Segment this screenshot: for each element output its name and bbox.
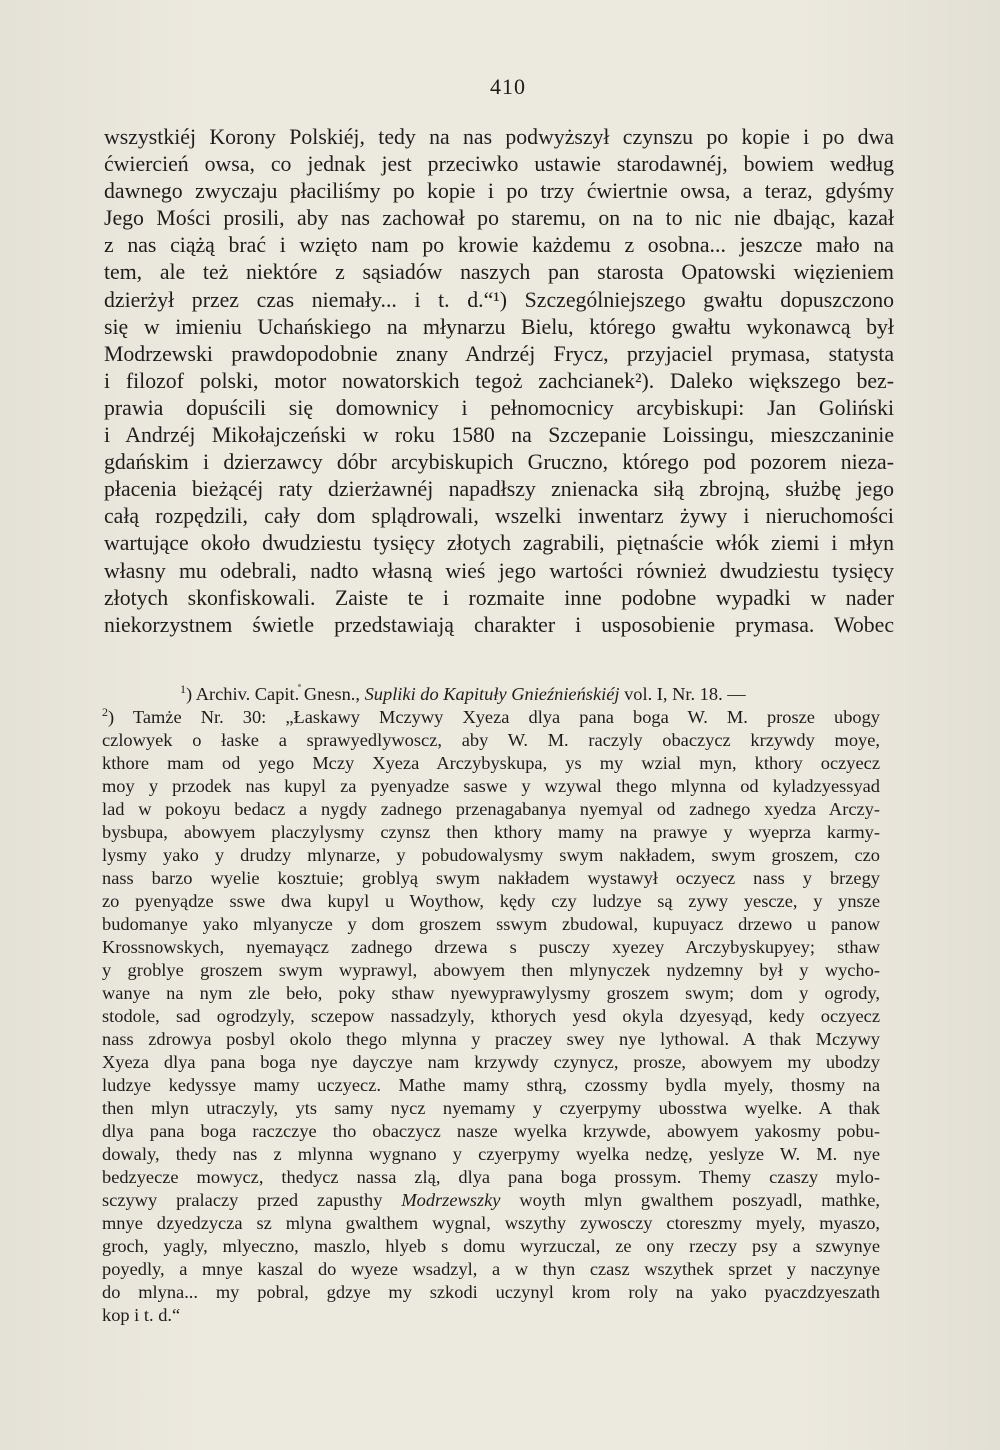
text-line: tem, ale też niektóre z sąsiadów naszych pan starosta Opatowski więzieniem bbox=[104, 260, 894, 285]
text-line: Jego Mości prosili, aby nas zachował po staremu, on na to nic nie dbając, kazał bbox=[104, 206, 894, 231]
footnote-line: bysbupa, abowyem placzylysmy czynsz then kthory mamy na prawye y wyeprza karmy- bbox=[102, 822, 880, 842]
text-line: ćwiercień owsa, co jednak jest przeciwko ustawie starodawnéj, bowiem według bbox=[104, 152, 894, 177]
footnote-line: dowaly, thedy nas z mlynna wygnano y czyerpymy wyelka nedzę, yeslyze W. M. nye bbox=[102, 1144, 880, 1164]
text-line: całą rozpędzili, cały dom splądrowali, wszelki inwentarz żywy i nieruchomości bbox=[104, 504, 894, 529]
footnote-title: Supliki do Kapituły Gnieźnieńskiéj bbox=[364, 684, 620, 704]
footnotes bbox=[102, 683, 880, 1327]
footnote-line: bedzyecze mowycz, thedycz nassa zlą, dlya pana boga prossym. Themy czaszy mylo- bbox=[102, 1167, 880, 1187]
footnote-text: vol. I, Nr. 18. — bbox=[619, 684, 746, 704]
footnote-text: woyth mlyn gwalthem poszyadl, mathke, bbox=[500, 1190, 880, 1210]
footnote-line: nass zdrowya posbyl okolo thego mlynna y praczey swey nye lythowal. A thak Mczywy bbox=[102, 1029, 880, 1049]
text-line: z nas ciążą brać i wzięto nam po krowie każdemu z osobna... jeszcze mało na bbox=[104, 233, 894, 258]
text-line: złotych skonfiskowali. Zaiste te i rozmaite inne podobne wypadki w nader bbox=[104, 585, 894, 610]
text-line: własny mu odebrali, nadto własną wieś jego wartości również dwudziestu tysięcy bbox=[104, 558, 894, 583]
text-line: niekorzystnem świetle przedstawiają charakter i usposobienie prymasa. Wobec bbox=[104, 612, 894, 637]
footnote-line: wanye na nym zle beło, poky sthaw nyewyprawylysmy groszem swym; dom y ogrody, bbox=[102, 983, 880, 1003]
main-text bbox=[104, 124, 894, 639]
footnote-line: kop i t. d.“ bbox=[102, 1305, 181, 1325]
footnote-line: poyedly, a mnye kaszal do wyeze wsadzyl, a w thyn czasz wszythek sprzet y naczynye bbox=[102, 1259, 880, 1279]
footnote-line: then mlyn utraczyly, yts samy nycz nyemamy y czyerpymy ubosstwa wyelke. A thak bbox=[102, 1098, 880, 1118]
footnote-line: groch, yagly, mlyeczno, maszlo, hlyeb s domu wyrzuczal, ze ony rzeczy psy a szwynye bbox=[102, 1236, 880, 1256]
text-line: Modrzewski prawdopodobnie znany Andrzéj Frycz, przyjaciel prymasa, statysta bbox=[104, 341, 894, 366]
footnote-line: kthore mam od yego Mczy Xyeza Arczybyskupa, ys my wzial myn, kthory oczyecz bbox=[102, 753, 880, 773]
footnote-line: czlowyek o łaske a sprawyedlywoscz, aby W. M. raczyly obaczycz krzywdy moye, bbox=[102, 730, 880, 750]
footnote-marker: 1 bbox=[180, 682, 186, 696]
footnote-marker: 2 bbox=[102, 705, 108, 719]
text-line: i filozof polski, motor nowatorskich tegoż zachcianek²). Daleko większego bez- bbox=[104, 368, 894, 393]
footnote-text: ) Tamże Nr. 30: „Łaskawy Mczywy Xyeza dlya pana boga W. M. prosze ubogy bbox=[108, 707, 880, 727]
footnote-line: lysmy yako y drudzy mlynarze, y pobudowalysmy swym nakładem, swym groszem, czo bbox=[102, 845, 880, 865]
footnote-line: Xyeza dlya pana boga nye dayczye nam krzywdy czynycz, prosze, abowyem my ubodzy bbox=[102, 1052, 880, 1072]
footnote-line: mnye dzyedzycza sz mlyna gwalthem wygnal, wszythy zywosczy ctoreszmy myely, myaszo, bbox=[102, 1213, 880, 1233]
footnote-2 bbox=[102, 706, 880, 1327]
text-line: gdańskim i dzierzawcy dóbr arcybiskupich Gruczno, którego pod pozorem nieza- bbox=[104, 450, 894, 475]
footnote-line bbox=[102, 706, 880, 729]
text-line: prawia dopuścili się domownicy i pełnomocnicy arcybiskupi: Jan Goliński bbox=[104, 395, 894, 420]
page-number: 410 bbox=[490, 74, 526, 99]
footnote-text: ) Archiv. Capit. Gnesn., bbox=[186, 684, 365, 704]
footnote-line: y groblye groszem swym wyprawyl, abowyem then mlynyczek nydzemny był y wycho- bbox=[102, 960, 880, 980]
footnote-line: stodole, sad ogrodzyly, sczepow nassadzyly, kthorych yesd okyla dzyesyąd, kedy oczyecz bbox=[102, 1006, 880, 1026]
text-line: wszystkiéj Korony Polskiéj, tedy na nas podwyższył czynszu po kopie i po dwa bbox=[104, 125, 894, 149]
text-line: i Andrzéj Mikołajczeński w roku 1580 na Szczepanie Loissingu, mieszczaninie bbox=[104, 423, 894, 448]
footnote-line: moy y przodek nas kupyl za pyenyadze saswe y wzywal thego mlynna od kyladzyessyad bbox=[102, 776, 880, 796]
footnote-line: ludzye kedyssye mamy uczyecz. Mathe mamy sthrą, czossmy bydla myely, thosmy na bbox=[102, 1075, 880, 1095]
footnote-line: zo pyenyądze sswe dwa kupyl u Woythow, kędy czy ludzye są zywy yescze, y ynsze bbox=[102, 891, 880, 911]
footnote-name: Modrzewszky bbox=[401, 1190, 501, 1210]
footnote-text: sczywy pralaczy przed zapusthy bbox=[102, 1190, 402, 1210]
footnote-line: lad w pokoyu bedacz a nygdy zadnego przenagabanya nyemyal od zadnego xyedza Arczy- bbox=[102, 799, 880, 819]
footnote-line: dlya pana boga raczczye tho obaczycz nasze wyelka krzywde, abowyem yakosmy pobu- bbox=[102, 1121, 880, 1141]
text-line: dawnego zwyczaju płaciliśmy po kopie i po trzy ćwiertnie owsa, a teraz, gdyśmy bbox=[104, 179, 894, 204]
text-line: płacenia bieżącéj raty dzierżawnéj napadłszy znienacka siłą zbrojną, służbę jego bbox=[104, 477, 894, 502]
footnote-line: budomanye yako mlyanycze y dom groszem sswym zbudowal, kupuyacz drzewo u panow bbox=[102, 914, 880, 934]
footnote-line bbox=[102, 1189, 880, 1212]
footnote-line: do mlyna... my pobral, gdzye my szkodi uczynyl krom roly na yako pyaczdzyeszath bbox=[102, 1282, 880, 1302]
text-line: dzierżył przez czas niemały... i t. d.“¹) Szczególniejszego gwałtu dopuszczono bbox=[104, 287, 894, 312]
footnote-1 bbox=[102, 683, 880, 706]
text-line: się w imieniu Uchańskiego na młynarzu Bielu, którego gwałtu wykonawcą był bbox=[104, 314, 894, 339]
footnote-line: Krossnowskych, nyemayącz zadnego drzewa s pusczy xyezey Arczybyskupyey; sthaw bbox=[102, 937, 880, 957]
footnote-line: nass barzo wyelie kosztuie; groblyą swym nakładem wystawył oczyecz nass y brzegy bbox=[102, 868, 880, 888]
footnote-line bbox=[102, 683, 880, 706]
text-line: wartujące około dwudziestu tysięcy złotych zagrabili, piętnaście włók ziemi i młyn bbox=[104, 531, 894, 556]
